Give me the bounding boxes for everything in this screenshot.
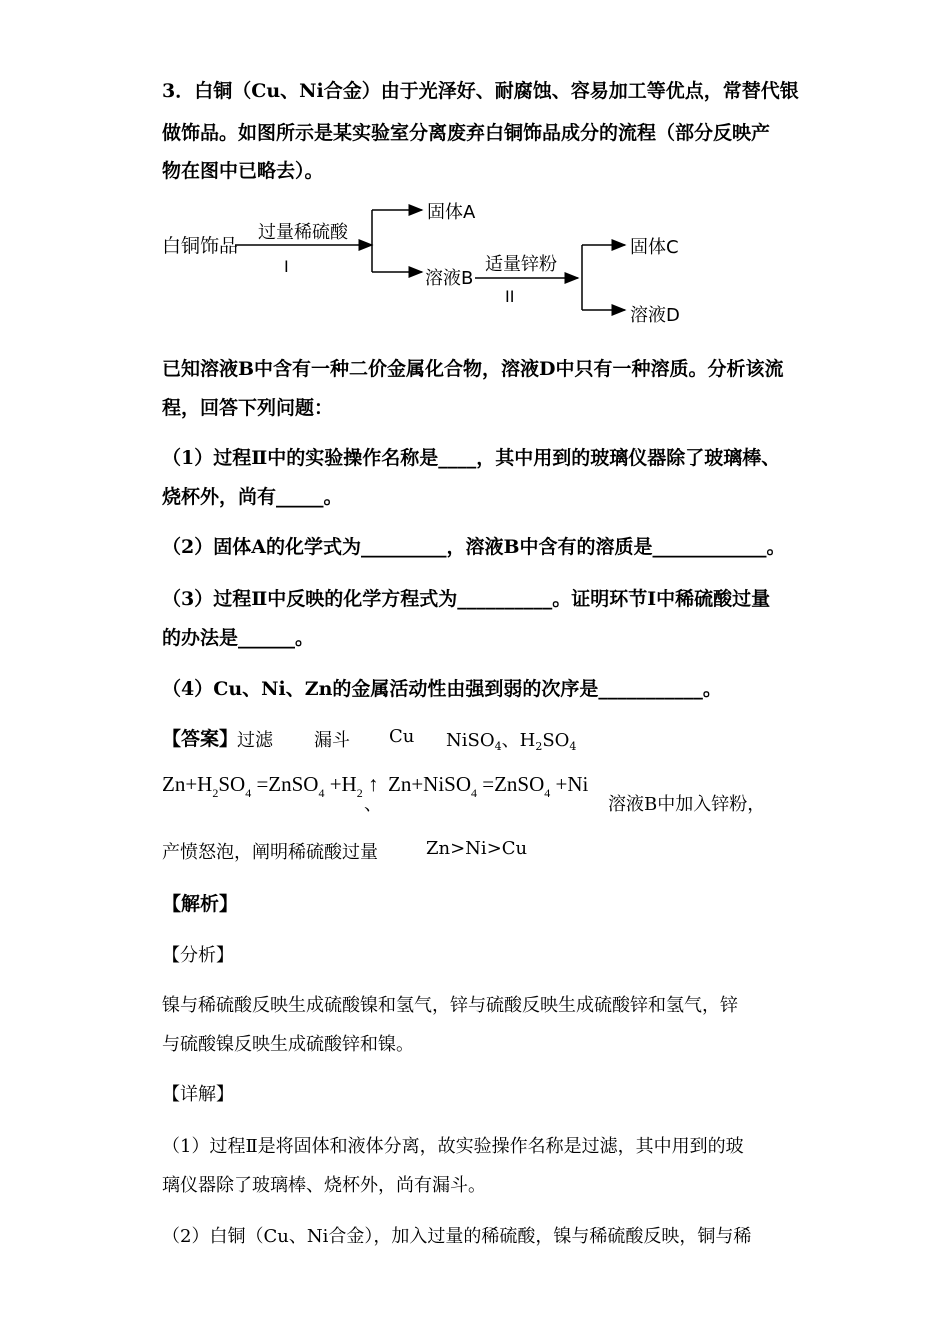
diagram-step2-reagent: 适量锌粉 (485, 254, 557, 275)
detail-p1-line-1: （1）过程Ⅱ是将固体和液体分离，故实验操作名称是过滤，其中用到的玻 (162, 1136, 744, 1157)
equation-2: Zn+NiSO$_4$ =ZnSO$_4$ +Ni (388, 772, 589, 800)
flow-diagram (0, 0, 950, 340)
q3-line-1: （3）过程Ⅱ中反映的化学方程式为__________。证明环节Ⅰ中稀硫酸过量 (162, 588, 771, 610)
method-line-1: 溶液B中加入锌粉， (608, 794, 766, 815)
analysis-sub-label: 【分析】 (162, 945, 234, 966)
equation-separator: 、 (364, 794, 382, 815)
detail-p1-line-2: 璃仪器除了玻璃棒、烧杯外，尚有漏斗。 (162, 1175, 486, 1196)
given-line-2: 程，回答下列问题： (162, 397, 334, 419)
question-line-2: 做饰品。如图所示是某实验室分离废弃白铜饰品成分的流程（部分反映产 (162, 122, 771, 144)
q3-line-2: 的办法是______。 (162, 627, 315, 649)
q1-line-1: （1）过程Ⅱ中的实验操作名称是____，其中用到的玻璃仪器除了玻璃棒、 (162, 447, 781, 469)
q4-text: （4）Cu、Ni、Zn的金属活动性由强到弱的次序是___________。 (162, 678, 722, 700)
question-line-1: 3．白铜（Cu、Ni合金）由于光泽好、耐腐蚀、容易加工等优点，常替代银 (162, 80, 799, 102)
answer-2: 漏斗 (314, 730, 350, 751)
q1-line-2: 烧杯外，尚有_____。 (162, 486, 343, 508)
answer-4: NiSO$_4$、$H_2SO_4$ (446, 730, 577, 753)
detail-p2-line-1: （2）白铜（Cu、Ni合金），加入过量的稀硫酸，镍与稀硫酸反映，铜与稀 (162, 1226, 752, 1247)
analysis-line-2: 与硫酸镍反映生成硫酸锌和镍。 (162, 1034, 414, 1055)
diagram-solution-b: 溶液B (425, 268, 474, 289)
given-line-1: 已知溶液B中含有一种二价金属化合物，溶液D中只有一种溶质。分析该流 (162, 358, 784, 380)
answer-3: Cu (389, 726, 415, 747)
q2-text: （2）固体A的化学式为_________，溶液B中含有的溶质是____________。 (162, 536, 786, 558)
equation-1: $Zn+H_2SO_4$ =ZnSO$_4$ $+H_2$ ↑ (162, 772, 379, 800)
answer-label: 【答案】 (162, 728, 239, 750)
diagram-solid-a: 固体A (427, 202, 476, 223)
method-line-2: 产愤怒泡，阐明稀硫酸过量 (162, 842, 378, 863)
activity-order: Zn>Ni>Cu (426, 838, 528, 859)
answer-1: 过滤 (237, 730, 273, 751)
analysis-line-1: 镍与稀硫酸反映生成硫酸镍和氢气，锌与硫酸反映生成硫酸锌和氢气，锌 (162, 995, 738, 1016)
diagram-solid-c: 固体C (630, 237, 679, 258)
diagram-start-label: 白铜饰品 (162, 235, 239, 257)
question-line-3: 物在图中已略去）。 (162, 160, 324, 182)
detail-label: 【详解】 (162, 1084, 234, 1105)
diagram-step1-label: I (284, 257, 289, 276)
analysis-label: 【解析】 (162, 893, 239, 915)
diagram-solution-d: 溶液D (630, 305, 680, 326)
diagram-step1-reagent: 过量稀硫酸 (258, 222, 348, 243)
diagram-step2-label: II (505, 287, 515, 306)
